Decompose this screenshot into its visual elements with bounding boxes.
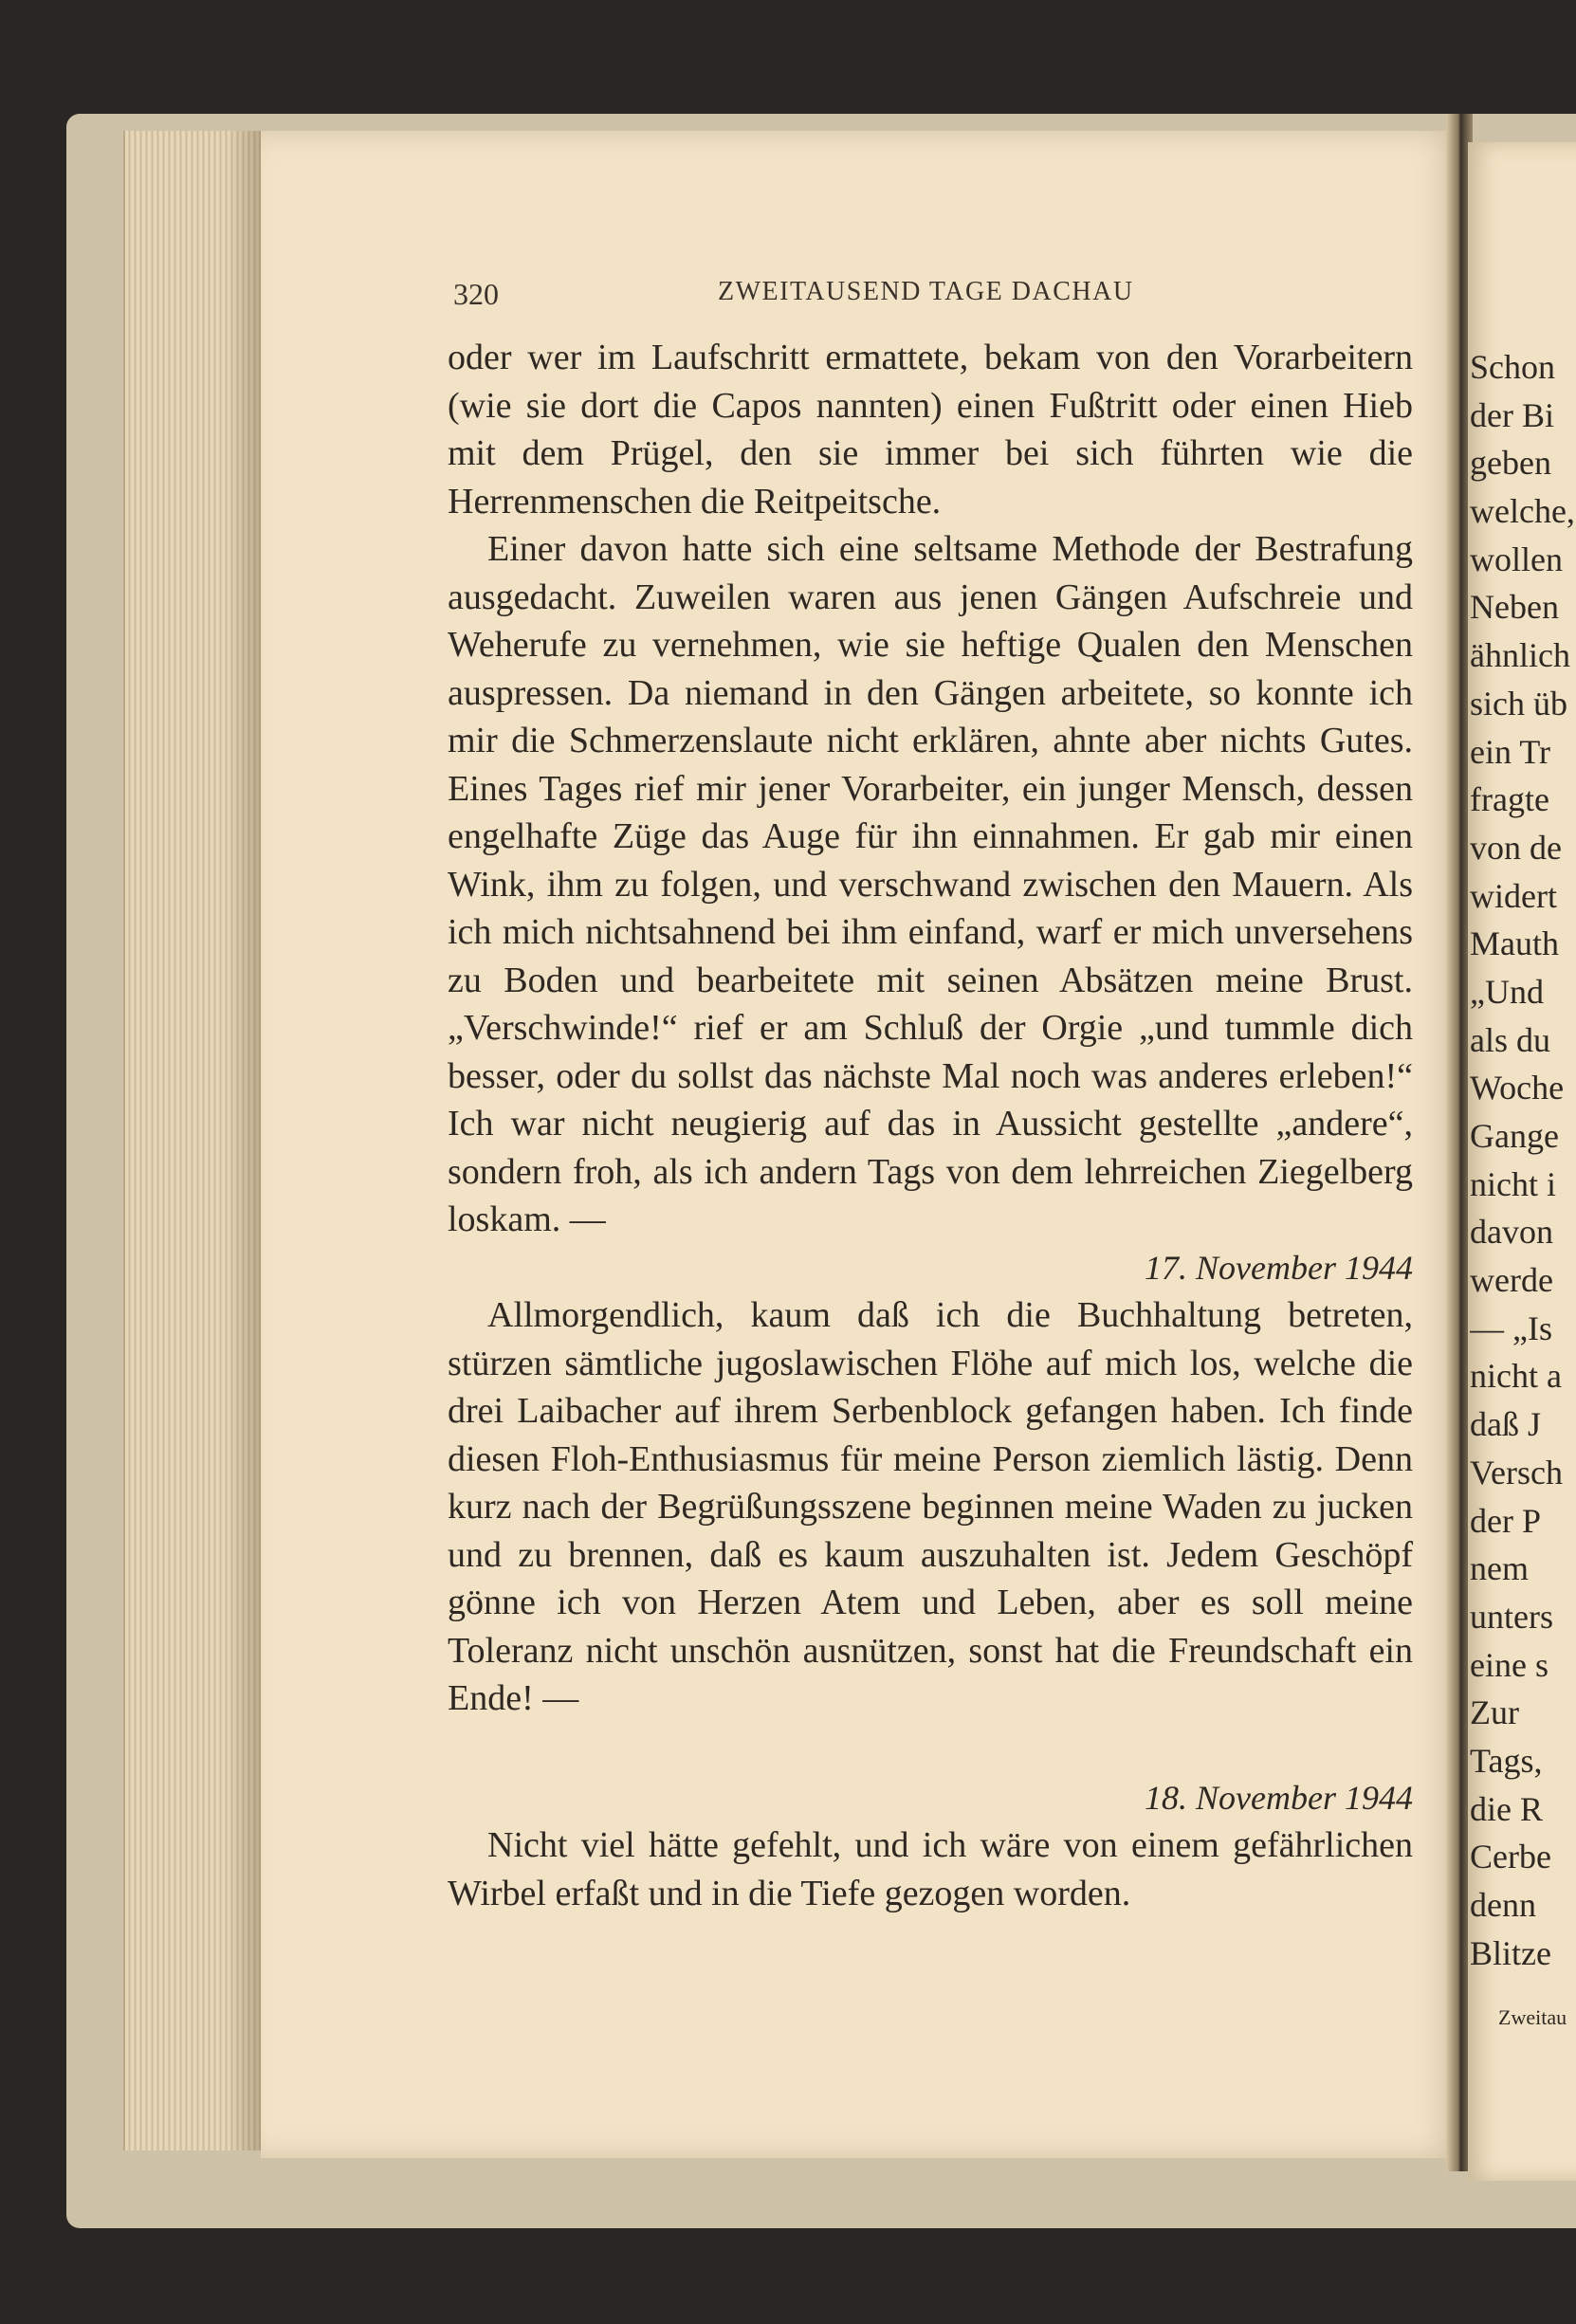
- right-page-line: werde: [1470, 1261, 1553, 1300]
- right-page-line: Zur: [1470, 1693, 1519, 1732]
- right-page-line: Cerbe: [1470, 1838, 1551, 1876]
- right-page-line: — „Is: [1470, 1308, 1552, 1347]
- right-page-line: nicht i: [1470, 1164, 1556, 1203]
- right-page-line: widert: [1470, 876, 1557, 915]
- paragraph-4: Nicht viel hätte gefehlt, und ich wäre von einem gefährlichen Wirbel erfaßt und in die Tiefe gezogen worden.: [448, 1825, 1413, 1913]
- right-page-line: nem: [1470, 1549, 1529, 1588]
- page-number: 320: [453, 277, 499, 311]
- right-page-footer: Zweitau: [1498, 2005, 1567, 2029]
- right-page-line: davon: [1470, 1213, 1553, 1252]
- right-page-line: denn: [1470, 1886, 1536, 1924]
- right-page-line: welche,: [1470, 492, 1575, 531]
- section-spacer: [448, 1723, 1413, 1774]
- right-page-line: eine s: [1470, 1645, 1549, 1684]
- right-page-fragments: [1470, 343, 1576, 1977]
- right-page-line: der P: [1470, 1501, 1541, 1540]
- right-page-line: Schon: [1470, 348, 1555, 386]
- running-title: ZWEITAUSEND TAGE DACHAU: [718, 277, 1134, 306]
- right-page-line: fragte: [1470, 780, 1549, 819]
- right-page-line: die R: [1470, 1789, 1543, 1828]
- right-page-line: von de: [1470, 828, 1562, 867]
- left-page-body: [448, 334, 1413, 1917]
- right-page-line: der Bi: [1470, 395, 1554, 434]
- right-page-line: Woche: [1470, 1069, 1565, 1107]
- paragraph-3: Allmorgendlich, kaum daß ich die Buchhaltung betreten, stürzen sämtliche jugoslawischen Flöhe auf mich los, welche die drei Laibacher auf ihrem Serbenblock gefangen haben. Ich finde diesen Floh-Enthusiasmus für meine Person ziemlich lästig. Denn kurz nach der Begrüßungsszene beginnen meine Waden zu jucken und zu brennen, daß es kaum auszuhalten ist. Jedem Geschöpf gönne ich von Herzen Atem und Leben, aber es soll meine Toleranz nicht unschön ausnützen, sonst hat die Freundschaft ein Ende! —: [448, 1295, 1413, 1718]
- right-page-line: Neben: [1470, 588, 1559, 627]
- right-page-line: Blitze: [1470, 1933, 1551, 1972]
- right-page-line: ähnlich: [1470, 636, 1570, 675]
- right-page-line: ein Tr: [1470, 732, 1551, 771]
- dateline-1: 17. November 1944: [1145, 1248, 1413, 1287]
- right-page-line: Tags,: [1470, 1741, 1543, 1780]
- right-page-line: als du: [1470, 1020, 1550, 1059]
- right-page-line: geben: [1470, 444, 1551, 483]
- right-page-line: Gange: [1470, 1117, 1559, 1155]
- paragraph-2: Einer davon hatte sich eine seltsame Methode der Bestrafung ausgedacht. Zuweilen waren aus jenen Gängen Aufschreie und Weherufe zu vernehmen, wie sie heftige Qualen den Menschen auspressen. Da niemand in den Gängen arbeitete, so konnte ich mir die Schmerzenslaute nicht erklären, ahnte aber nichts Gutes. Eines Tages rief mir jener Vorarbeiter, ein junger Mensch, dessen engelhafte Züge das Auge für ihn einnahmen. Er gab mir einen Wink, ihm zu folgen, und verschwand zwischen den Mauern. Als ich mich nichtsahnend bei ihm einfand, warf er mich unversehens zu Boden und bearbeitete mit seinen Absätzen meine Brust. „Verschwinde!“ rief er am Schluß der Orgie „und tummle dich besser, oder du sollst das nächste Mal noch was anderes erleben!“ Ich war nicht neugierig auf das in Aussicht gestellte „andere“, sondern froh, als ich andern Tags von dem lehrreichen Ziegelberg loskam. —: [448, 529, 1413, 1239]
- right-page-line: sich üb: [1470, 684, 1567, 723]
- right-page-line: Mauth: [1470, 924, 1559, 963]
- right-page-line: nicht a: [1470, 1357, 1562, 1396]
- right-page-line: „Und: [1470, 972, 1544, 1011]
- right-page-line: daß J: [1470, 1405, 1541, 1444]
- dateline-2: 18. November 1944: [1145, 1778, 1413, 1817]
- right-page-line: unters: [1470, 1597, 1553, 1636]
- paragraph-1: oder wer im Laufschritt ermattete, bekam von den Vorarbeitern (wie sie dort die Capos nannten) einen Fußtritt oder einen Hieb mit dem Prügel, den sie immer bei sich führten wie die Herrenmenschen die Reitpeitsche.: [448, 338, 1413, 522]
- page-edges-shadow: [228, 131, 266, 2150]
- right-page-line: Versch: [1470, 1453, 1563, 1491]
- right-page-line: wollen: [1470, 540, 1563, 578]
